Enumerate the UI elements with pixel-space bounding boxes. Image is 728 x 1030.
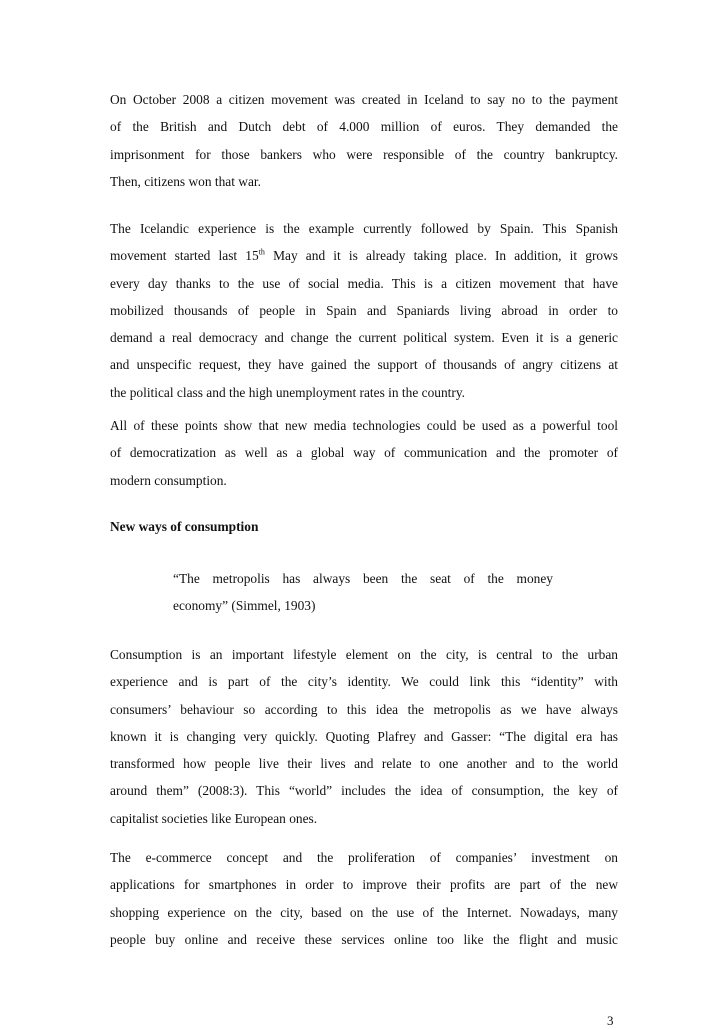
text-line: All of these points show that new media technologies could be used as a powerful tool: [110, 418, 618, 433]
paragraph-consumption: [110, 641, 618, 832]
section-heading: New ways of consumption: [110, 519, 259, 534]
text-line: of the British and Dutch debt of 4.000 million of euros. They demanded the: [110, 119, 618, 135]
text-segment: movement started last 15: [110, 248, 259, 264]
text-line: the political class and the high unemployment rates in the country.: [110, 384, 466, 400]
block-quote: [173, 564, 553, 619]
text-line: experience and is part of the city’s identity. We could link this “identity” with: [110, 674, 618, 690]
quote-line: economy” (Simmel, 1903): [173, 598, 316, 614]
paragraph-ecommerce: [110, 844, 618, 953]
superscript: th: [258, 247, 265, 257]
text-segment: May and it is already taking place. In addition, it grows: [264, 248, 618, 264]
text-line: every day thanks to the use of social media. This is a citizen movement that have: [110, 275, 618, 291]
text-line: Consumption is an important lifestyle element on the city, is central to the urban: [110, 647, 618, 662]
text-line: modern consumption.: [110, 472, 227, 488]
text-line: of democratization as well as a global way of communication and the promoter of: [110, 445, 618, 461]
text-line: capitalist societies like European ones.: [110, 810, 318, 826]
text-line: known it is changing very quickly. Quoting Plafrey and Gasser: “The digital era has: [110, 728, 618, 744]
paragraph-iceland: [110, 86, 618, 195]
text-line: On October 2008 a citizen movement was created in Iceland to say no to the payment: [110, 92, 618, 107]
text-line: people buy online and receive these services online too like the flight and music: [110, 931, 618, 947]
text-line: imprisonment for those bankers who were responsible of the country bankruptcy.: [110, 146, 618, 162]
text-line: around them” (2008:3). This “world” includes the idea of consumption, the key of: [110, 783, 618, 799]
text-line: shopping experience on the city, based on the use of the Internet. Nowadays, many: [110, 904, 618, 920]
page-number: 3: [607, 1013, 614, 1028]
text-line: transformed how people live their lives and relate to one another and to the world: [110, 756, 618, 772]
paragraph-spain: [110, 215, 618, 406]
text-line: The e-commerce concept and the proliferation of companies’ investment on: [110, 850, 618, 865]
text-line: [110, 242, 618, 269]
paragraph-conclusion: [110, 412, 618, 494]
text-line: applications for smartphones in order to improve their profits are part of the new: [110, 877, 618, 893]
text-line: mobilized thousands of people in Spain and Spaniards living abroad in order to: [110, 302, 618, 318]
text-line: The Icelandic experience is the example currently followed by Spain. This Spanish: [110, 221, 618, 236]
text-line: consumers’ behaviour so according to this idea the metropolis as we have always: [110, 701, 618, 717]
text-line: and unspecific request, they have gained the support of thousands of angry citizens at: [110, 357, 618, 373]
text-line: Then, citizens won that war.: [110, 173, 261, 189]
quote-line: “The metropolis has always been the seat of the money: [173, 571, 553, 586]
text-line: demand a real democracy and change the current political system. Even it is a generic: [110, 330, 618, 346]
